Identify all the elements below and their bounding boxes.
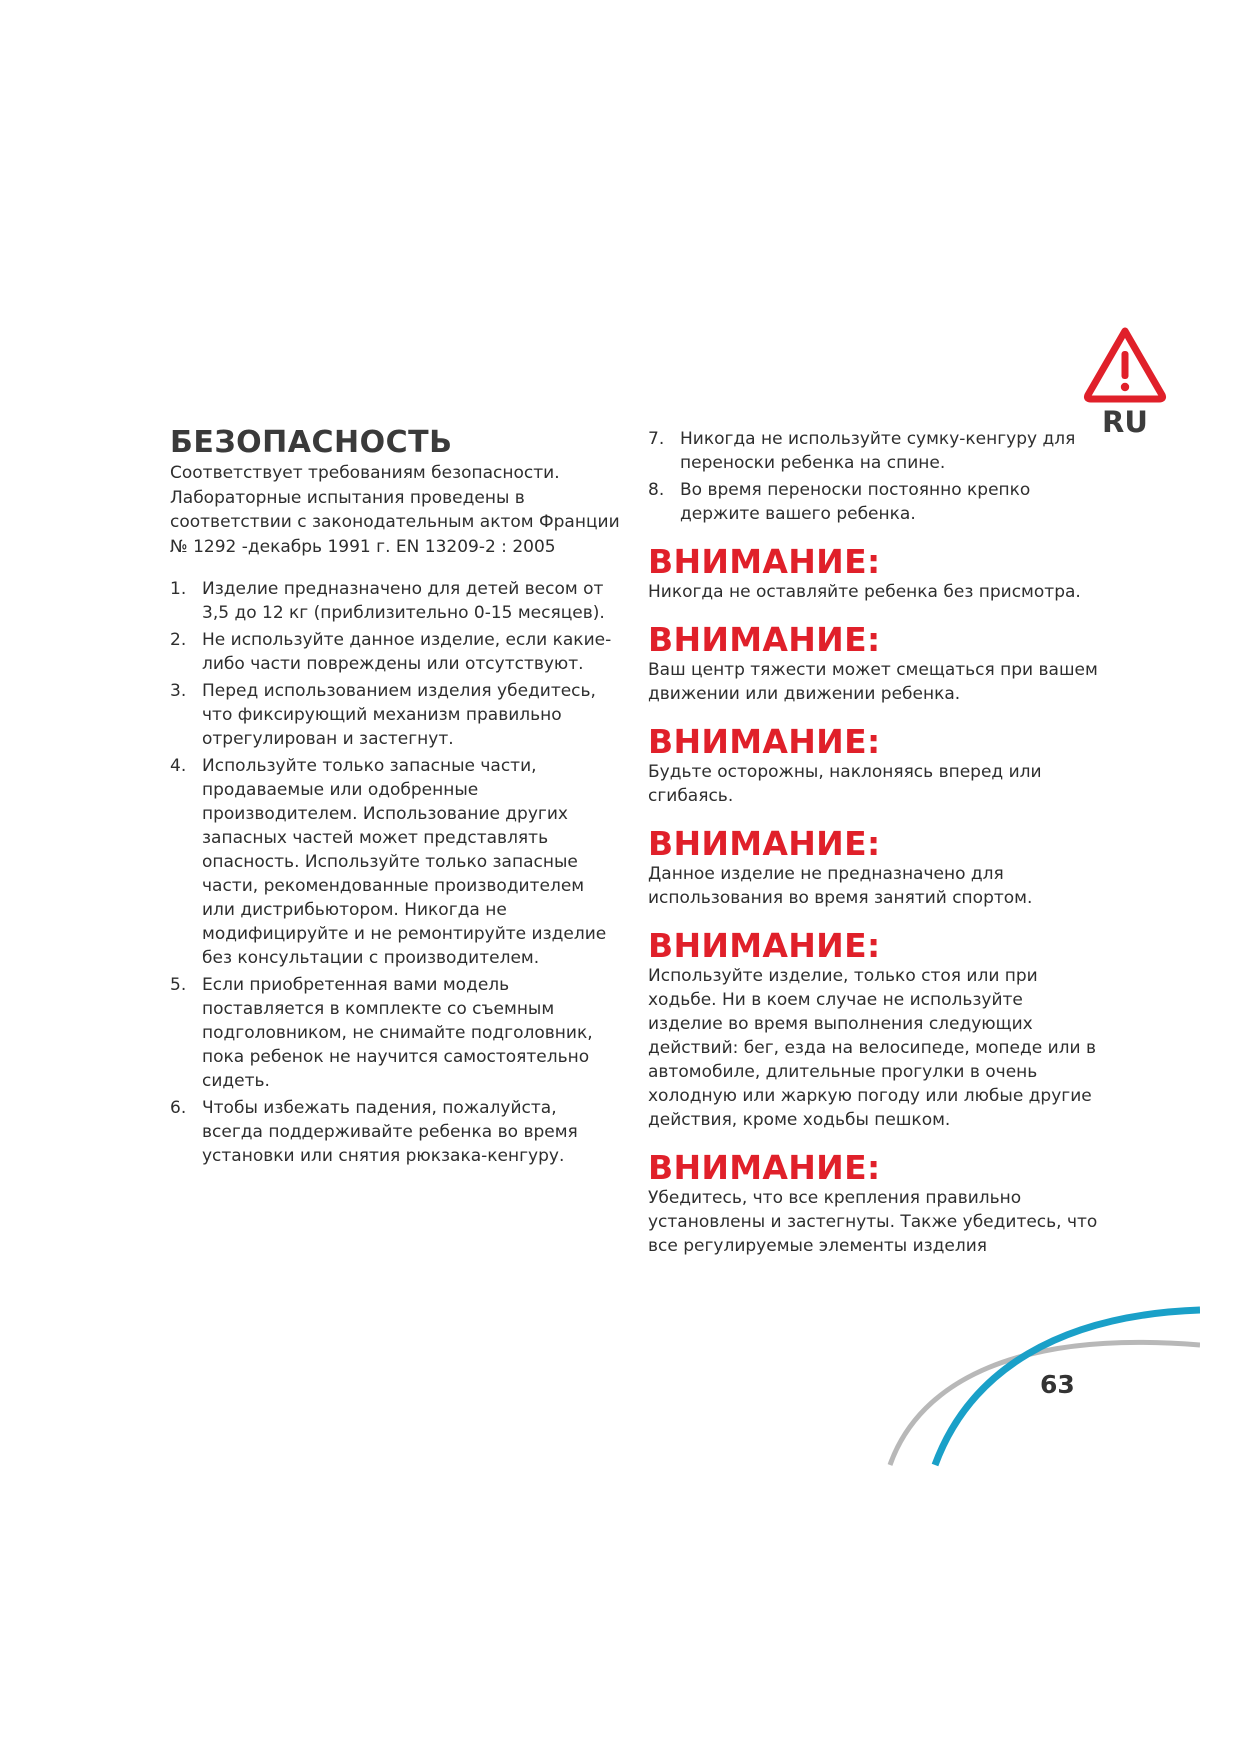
warning-title: ВНИМАНИЕ: <box>648 620 881 659</box>
warning-title: ВНИМАНИЕ: <box>648 542 881 581</box>
item-number: 1. <box>170 579 187 599</box>
list-item <box>170 754 620 970</box>
item-text: Никогда не используйте сумку-кенгуру для переноски ребенка на спине. <box>680 429 1076 473</box>
item-number: 8. <box>648 480 665 500</box>
warning-text: Будьте осторожны, наклоняясь вперед или сгибаясь. <box>648 762 1042 806</box>
warning-title: ВНИМАНИЕ: <box>648 1148 881 1187</box>
item-number: 2. <box>170 630 187 650</box>
item-text: Чтобы избежать падения, пожалуйста, всегда поддерживайте ребенка во время установки или снятия рюкзака-кенгуру. <box>202 1098 578 1166</box>
safety-rules-list-continued <box>648 427 1098 526</box>
item-text: Изделие предназначено для детей весом от 3,5 до 12 кг (приблизительно 0-15 месяцев). <box>202 579 605 623</box>
warning-block <box>648 826 1098 910</box>
item-number: 4. <box>170 756 187 776</box>
item-number: 7. <box>648 429 665 449</box>
decorative-swoosh <box>860 1290 1200 1470</box>
list-item <box>170 973 620 1093</box>
safety-rules-list <box>170 577 620 1168</box>
warning-block <box>648 1150 1098 1258</box>
item-text: Перед использованием изделия убедитесь, что фиксирующий механизм правильно отрегулирован и застегнут. <box>202 681 596 749</box>
warning-text: Данное изделие не предназначено для использования во время занятий спортом. <box>648 864 1033 908</box>
warning-title: ВНИМАНИЕ: <box>648 926 881 965</box>
item-text: Во время переноски постоянно крепко держите вашего ребенка. <box>680 480 1031 524</box>
warning-text: Убедитесь, что все крепления правильно установлены и застегнуты. Также убедитесь, что все регулируемые элементы изделия <box>648 1188 1098 1256</box>
warning-text: Используйте изделие, только стоя или при ходьбе. Ни в коем случае не используйте изделие во время выполнения следующих действий: бег, езда на велосипеде, мопеде или в автомобиле, длительные прогулки в очень холодную или жаркую погоду или любые другие действия, кроме ходьбы пешком. <box>648 966 1096 1130</box>
warning-block <box>648 544 1098 604</box>
list-item <box>170 1096 620 1168</box>
language-badge <box>1082 325 1168 439</box>
warning-title: ВНИМАНИЕ: <box>648 824 881 863</box>
list-item <box>648 427 1098 475</box>
safety-section <box>170 425 620 1171</box>
warning-triangle-icon <box>1082 325 1168 405</box>
item-text: Используйте только запасные части, продаваемые или одобренные производителем. Использование других запасных частей может представлять опасность. Используйте только запасные части, рекомендованные производителем или дистрибьютором. Никогда не модифицируйте и не ремонтируйте изделие без консультации с производителем. <box>202 756 607 968</box>
list-item <box>170 577 620 625</box>
warning-text: Никогда не оставляйте ребенка без присмотра. <box>648 582 1081 602</box>
warning-title: ВНИМАНИЕ: <box>648 722 881 761</box>
item-text: Не используйте данное изделие, если какие-либо части повреждены или отсутствуют. <box>202 630 612 674</box>
warning-text: Ваш центр тяжести может смещаться при вашем движении или движении ребенка. <box>648 660 1098 704</box>
warning-block <box>648 724 1098 808</box>
list-item <box>170 628 620 676</box>
item-number: 5. <box>170 975 187 995</box>
page-number: 63 <box>1040 1370 1075 1399</box>
item-number: 3. <box>170 681 187 701</box>
warnings-column <box>648 425 1098 1258</box>
section-title: БЕЗОПАСНОСТЬ <box>170 425 453 460</box>
item-number: 6. <box>170 1098 187 1118</box>
item-text: Если приобретенная вами модель поставляется в комплекте со съемным подголовником, не снимайте подголовник, пока ребенок не научится самостоятельно сидеть. <box>202 975 593 1091</box>
warning-block <box>648 928 1098 1132</box>
warning-block <box>648 622 1098 706</box>
language-code: RU <box>1102 405 1148 439</box>
list-item <box>648 478 1098 526</box>
list-item <box>170 679 620 751</box>
safety-intro: Соответствует требованиям безопасности. Лабораторные испытания проведены в соответствии с законодательным актом Франции № 1292 -декабрь 1991 г. EN 13209-2 : 2005 <box>170 463 620 557</box>
